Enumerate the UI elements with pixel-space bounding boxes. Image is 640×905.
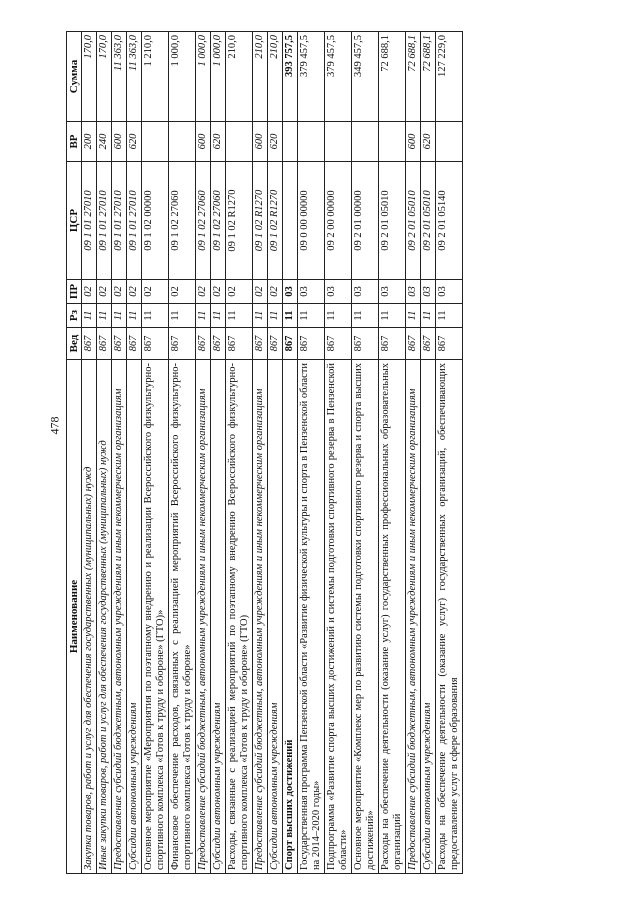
cell-name: Субсидии автономным учреждениям (211, 360, 226, 874)
table-row (268, 32, 283, 874)
cell-ved: 867 (283, 328, 298, 360)
cell-pr: 02 (82, 280, 97, 304)
cell-csr: 09 1 02 R1270 (253, 162, 268, 280)
cell-vr: 620 (421, 122, 436, 162)
cell-rz: 11 (211, 304, 226, 328)
cell-sum: 170,0 (97, 32, 112, 122)
cell-sum: 72 688,1 (406, 32, 421, 122)
cell-vr: 600 (253, 122, 268, 162)
table-row (379, 32, 406, 874)
cell-name: Предоставление субсидий бюджетным, автономным учреждениям и иным некоммерческим организациям (406, 360, 421, 874)
cell-vr (352, 122, 379, 162)
cell-name: Субсидии автономным учреждениям (268, 360, 283, 874)
cell-csr: 09 1 01 27010 (97, 162, 112, 280)
cell-pr: 03 (379, 280, 406, 304)
cell-csr (283, 162, 298, 280)
page-number: 478 (47, 416, 62, 435)
cell-ved: 867 (97, 328, 112, 360)
cell-vr (283, 122, 298, 162)
cell-rz: 11 (406, 304, 421, 328)
cell-ved: 867 (421, 328, 436, 360)
table-row (142, 32, 169, 874)
cell-csr: 09 2 01 05010 (421, 162, 436, 280)
cell-pr: 03 (283, 280, 298, 304)
cell-sum: 349 457,5 (352, 32, 379, 122)
cell-sum: 127 229,0 (436, 32, 463, 122)
cell-rz: 11 (226, 304, 253, 328)
cell-pr: 03 (325, 280, 352, 304)
cell-name: Государственная программа Пензенской области «Развитие физической культуры и спорта в Пензенской области на 2014–2020 годы» (298, 360, 325, 874)
cell-vr: 620 (211, 122, 226, 162)
cell-vr (226, 122, 253, 162)
cell-sum: 379 457,5 (325, 32, 352, 122)
cell-vr: 600 (406, 122, 421, 162)
cell-csr: 09 1 01 27010 (82, 162, 97, 280)
rotated-table-frame (66, 32, 572, 874)
cell-csr: 09 1 02 27060 (169, 162, 196, 280)
cell-pr: 02 (253, 280, 268, 304)
cell-sum: 170,0 (82, 32, 97, 122)
cell-pr: 02 (127, 280, 142, 304)
cell-pr: 02 (97, 280, 112, 304)
cell-rz: 11 (436, 304, 463, 328)
cell-sum: 210,0 (226, 32, 253, 122)
cell-vr (436, 122, 463, 162)
cell-name: Спорт высших достижений (283, 360, 298, 874)
table-row (112, 32, 127, 874)
cell-sum: 393 757,5 (283, 32, 298, 122)
table-row (325, 32, 352, 874)
cell-rz: 11 (82, 304, 97, 328)
table-row (298, 32, 325, 874)
cell-ved: 867 (379, 328, 406, 360)
cell-ved: 867 (226, 328, 253, 360)
table-row (283, 32, 298, 874)
cell-rz: 11 (127, 304, 142, 328)
cell-ved: 867 (436, 328, 463, 360)
header-csr: ЦСР (67, 162, 82, 280)
cell-rz: 11 (169, 304, 196, 328)
cell-rz: 11 (112, 304, 127, 328)
table-row (352, 32, 379, 874)
cell-csr: 09 2 00 00000 (325, 162, 352, 280)
cell-name: Расходы на обеспечение деятельности (оказание услуг) государственных организаций, обеспечивающих предоставление услуг в сфере образования (436, 360, 463, 874)
table-row (226, 32, 253, 874)
cell-ved: 867 (82, 328, 97, 360)
cell-name: Закупка товаров, работ и услуг для обеспечения государственных (муниципальных) нужд (82, 360, 97, 874)
cell-ved: 867 (196, 328, 211, 360)
cell-vr: 200 (82, 122, 97, 162)
table-row (82, 32, 97, 874)
cell-ved: 867 (298, 328, 325, 360)
cell-sum: 11 363,0 (127, 32, 142, 122)
table-row (253, 32, 268, 874)
cell-name: Подпрограмма «Развитие спорта высших достижений и системы подготовки спортивного резерва в Пензенской области» (325, 360, 352, 874)
cell-name: Предоставление субсидий бюджетным, автономным учреждениям и иным некоммерческим организациям (253, 360, 268, 874)
cell-vr: 600 (112, 122, 127, 162)
cell-ved: 867 (268, 328, 283, 360)
cell-sum: 210,0 (253, 32, 268, 122)
budget-table (66, 31, 463, 874)
cell-vr: 620 (268, 122, 283, 162)
rotated-table-area (66, 32, 572, 874)
cell-sum: 1 210,0 (142, 32, 169, 122)
cell-sum: 210,0 (268, 32, 283, 122)
cell-name: Иные закупки товаров, работ и услуг для обеспечения государственных (муниципальных) нужд (97, 360, 112, 874)
cell-name: Основное мероприятие «Комплекс мер по развитию системы подготовки спортивного резерва и спорта высших достижений» (352, 360, 379, 874)
cell-ved: 867 (325, 328, 352, 360)
table-row (97, 32, 112, 874)
cell-ved: 867 (406, 328, 421, 360)
cell-pr: 03 (352, 280, 379, 304)
table-row (127, 32, 142, 874)
table-row (406, 32, 421, 874)
cell-vr (325, 122, 352, 162)
cell-name: Предоставление субсидий бюджетным, автономным учреждениям и иным некоммерческим организациям (112, 360, 127, 874)
cell-csr: 09 0 00 00000 (298, 162, 325, 280)
cell-pr: 02 (196, 280, 211, 304)
header-sum: Сумма (67, 32, 82, 122)
cell-pr: 02 (112, 280, 127, 304)
cell-csr: 09 2 01 00000 (352, 162, 379, 280)
cell-pr: 03 (406, 280, 421, 304)
cell-rz: 11 (283, 304, 298, 328)
cell-name: Основное мероприятие «Мероприятия по поэтапному внедрению и реализации Всероссийского физкультурно-спортивного комплекса «Готов к труду и обороне» (ГТО)» (142, 360, 169, 874)
cell-name: Расходы на обеспечение деятельности (оказание услуг) государственных профессиональных образовательных организаций (379, 360, 406, 874)
cell-sum: 1 000,0 (169, 32, 196, 122)
cell-name: Субсидии автономным учреждениям (127, 360, 142, 874)
cell-csr: 09 1 02 R1270 (268, 162, 283, 280)
cell-ved: 867 (352, 328, 379, 360)
header-pr: ПР (67, 280, 82, 304)
cell-pr: 03 (436, 280, 463, 304)
cell-csr: 09 1 01 27010 (112, 162, 127, 280)
cell-csr: 09 2 01 05010 (406, 162, 421, 280)
cell-ved: 867 (142, 328, 169, 360)
cell-csr: 09 1 02 R1270 (226, 162, 253, 280)
cell-sum: 72 688,1 (421, 32, 436, 122)
table-row (421, 32, 436, 874)
cell-csr: 09 1 02 27060 (196, 162, 211, 280)
cell-ved: 867 (211, 328, 226, 360)
cell-ved: 867 (169, 328, 196, 360)
cell-rz: 11 (268, 304, 283, 328)
header-vr: ВР (67, 122, 82, 162)
cell-name: Субсидии автономным учреждениям (421, 360, 436, 874)
cell-csr: 09 1 02 27060 (211, 162, 226, 280)
cell-sum: 11 363,0 (112, 32, 127, 122)
cell-pr: 02 (268, 280, 283, 304)
cell-ved: 867 (127, 328, 142, 360)
cell-rz: 11 (253, 304, 268, 328)
cell-sum: 1 000,0 (196, 32, 211, 122)
cell-csr: 09 2 01 05010 (379, 162, 406, 280)
cell-vr: 240 (97, 122, 112, 162)
cell-ved: 867 (112, 328, 127, 360)
table-header-row (67, 32, 82, 874)
cell-csr: 09 2 01 05140 (436, 162, 463, 280)
cell-rz: 11 (379, 304, 406, 328)
cell-rz: 11 (142, 304, 169, 328)
cell-sum: 72 688,1 (379, 32, 406, 122)
cell-vr: 600 (196, 122, 211, 162)
cell-vr: 620 (127, 122, 142, 162)
cell-name: Предоставление субсидий бюджетным, автономным учреждениям и иным некоммерческим организациям (196, 360, 211, 874)
table-row (436, 32, 463, 874)
cell-rz: 11 (352, 304, 379, 328)
cell-rz: 11 (298, 304, 325, 328)
header-rz: Рз (67, 304, 82, 328)
cell-sum: 1 000,0 (211, 32, 226, 122)
cell-pr: 02 (142, 280, 169, 304)
cell-rz: 11 (196, 304, 211, 328)
cell-sum: 379 457,5 (298, 32, 325, 122)
cell-ved: 867 (253, 328, 268, 360)
cell-rz: 11 (97, 304, 112, 328)
table-row (169, 32, 196, 874)
cell-pr: 02 (211, 280, 226, 304)
table-row (196, 32, 211, 874)
cell-csr: 09 1 01 27010 (127, 162, 142, 280)
cell-csr: 09 1 02 00000 (142, 162, 169, 280)
cell-pr: 03 (298, 280, 325, 304)
table-row (211, 32, 226, 874)
cell-pr: 03 (421, 280, 436, 304)
header-name: Наименование (67, 360, 82, 874)
cell-name: Финансовое обеспечение расходов, связанных с реализацией мероприятий Всероссийского физкультурно-спортивного комплекса «Готов к труду и обороне» (169, 360, 196, 874)
cell-vr (169, 122, 196, 162)
cell-vr (379, 122, 406, 162)
header-ved: Вед (67, 328, 82, 360)
cell-vr (298, 122, 325, 162)
cell-pr: 02 (169, 280, 196, 304)
cell-name: Расходы, связанные с реализацией мероприятий по поэтапному внедрению Всероссийского физкультурно-спортивного комплекса «Готов к труду и обороне» (ГТО) (226, 360, 253, 874)
cell-vr (142, 122, 169, 162)
cell-pr: 02 (226, 280, 253, 304)
cell-rz: 11 (421, 304, 436, 328)
cell-rz: 11 (325, 304, 352, 328)
